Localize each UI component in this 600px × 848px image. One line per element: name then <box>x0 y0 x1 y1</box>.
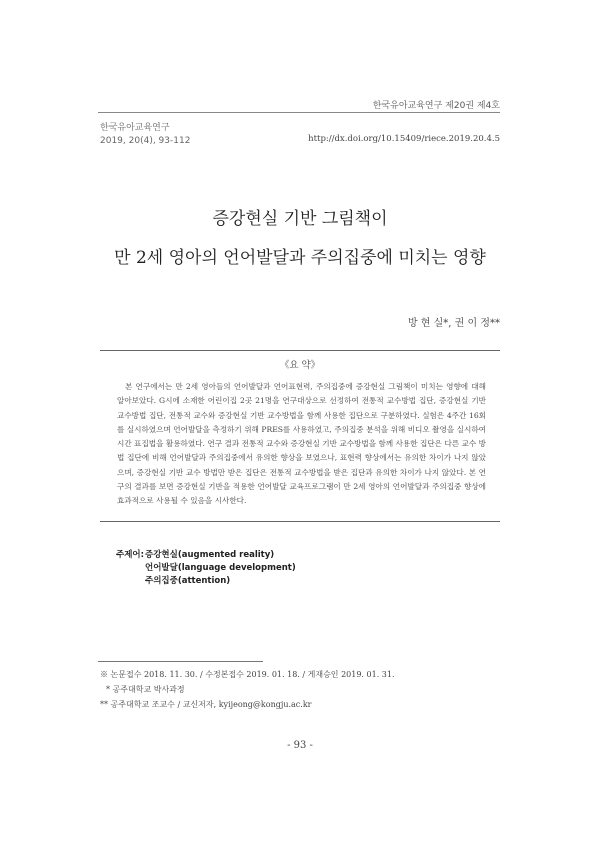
abstract-text: 본 연구에서는 만 2세 영아들의 언어발달과 언어표현력, 주의집중에 증강현실 그림책이 미치는 영향에 대해 알아보았다. G시에 소재한 어린이집 2곳 21명을 연구대상으로 선정하여 전통적 교수방법 집단, 증강현실 기반 교수방법 집단, 전통적 교수와 증강현실 기반 교수방법을 함께 사용한 집단으로 구분하였다. 실험은 4주간 16회를 실시하였으며 언어발달을 측정하기 위해 PRES를 사용하였고, 주의집중 분석을 위해 비디오 촬영을 실시하여 시간 표집법을 활용하였다. 연구 결과 전통적 교수와 증강현실 기반 교수방법을 함께 사용한 집단은 다른 교수 방법 집단에 비해 언어발달과 주의집중에서 유의한 향상을 보였으나, 표현력 향상에서는 유의한 차이가 나지 않았으며, 증강현실 기반 교수 방법만 받은 집단은 전통적 교수방법을 받은 집단과 유의한 차이가 나지 않았다. 본 연구의 결과를 보면 증강현실 기반을 적용한 언어발달 교육프로그램이 만 2세 영아의 언어발달과 주의집중 향상에 효과적으로 사용될 수 있음을 시사한다. <box>117 382 486 506</box>
journal-info <box>100 122 190 148</box>
running-header: 한국유아교육연구 제20권 제4호 <box>372 101 500 111</box>
footnote-dates: ※ 논문접수 2018. 11. 30. / 수정본접수 2019. 01. 18. / 게재승인 2019. 01. 31. <box>100 670 395 679</box>
keyword-item: 증강현실(augmented reality) <box>145 550 275 560</box>
keyword-item: 주의집중(attention) <box>145 576 231 586</box>
abstract-heading: 《요 약》 <box>279 360 321 371</box>
journal-name: 한국유아교육연구 <box>100 123 170 133</box>
footnote-author2: ** 공주대학교 조교수 / 교신저자, kyijeong@kongju.ac.kr <box>100 700 312 709</box>
paper-title-line2: 만 2세 영아의 언어발달과 주의집중에 미치는 영향 <box>114 248 486 268</box>
header-divider <box>98 112 500 113</box>
keyword-item: 언어발달(language development) <box>145 563 296 573</box>
footnote-divider <box>98 661 263 662</box>
paper-title-line1: 증강현실 기반 그림책이 <box>212 209 388 229</box>
author-list: 방 현 실*, 권 이 정** <box>407 318 500 329</box>
keywords-label: 주제어: <box>116 550 145 560</box>
doi-link[interactable]: http://dx.doi.org/10.15409/riece.2019.20.4.5 <box>308 134 500 144</box>
journal-citation: 2019, 20(4), 93-112 <box>100 136 191 146</box>
page-number: - 93 - <box>287 740 313 751</box>
footnote-author1: * 공주대학교 박사과정 <box>106 685 185 694</box>
